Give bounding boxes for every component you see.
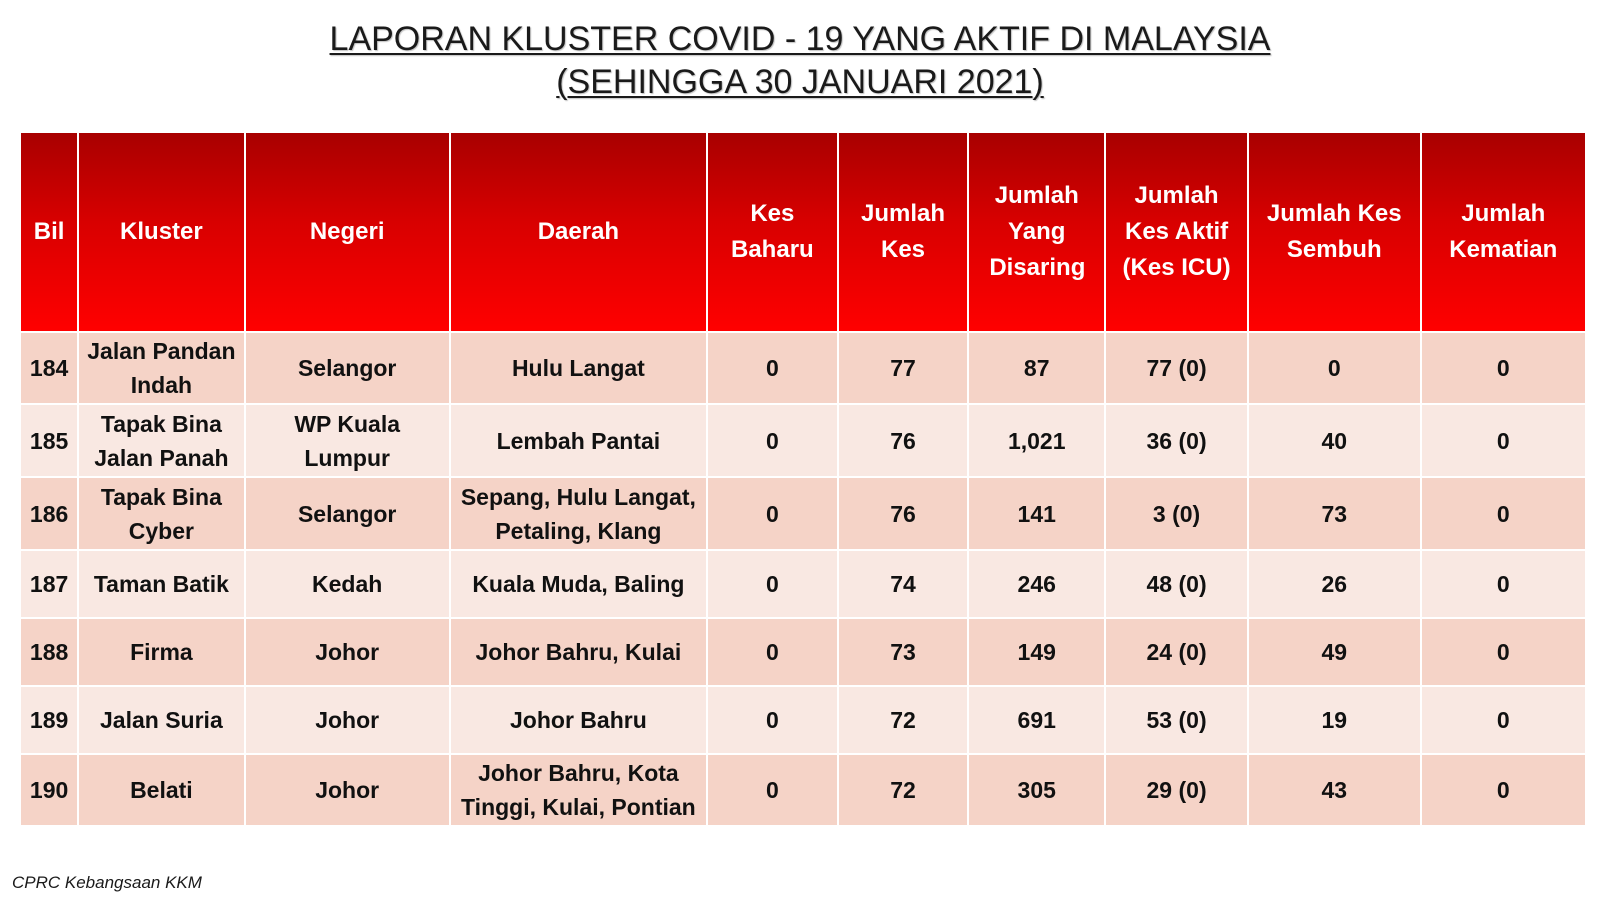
cell-kes-baharu: 0 [707, 477, 838, 550]
cell-kes-baharu: 0 [707, 686, 838, 754]
cell-jumlah-aktif: 48 (0) [1105, 550, 1248, 618]
header-jumlah-kematian: Jumlah Kematian [1421, 132, 1586, 332]
cell-negeri: Kedah [245, 550, 450, 618]
cell-jumlah-sembuh: 26 [1248, 550, 1421, 618]
cell-kes-baharu: 0 [707, 332, 838, 404]
header-bil: Bil [20, 132, 78, 332]
cell-daerah: Johor Bahru, Kulai [450, 618, 707, 686]
cell-jumlah-aktif: 53 (0) [1105, 686, 1248, 754]
header-kluster: Kluster [78, 132, 244, 332]
cell-jumlah-kes: 77 [838, 332, 969, 404]
cell-bil: 184 [20, 332, 78, 404]
cell-bil: 189 [20, 686, 78, 754]
cell-kluster: Belati [78, 754, 244, 826]
cell-jumlah-sembuh: 49 [1248, 618, 1421, 686]
header-negeri: Negeri [245, 132, 450, 332]
cell-jumlah-kes: 76 [838, 477, 969, 550]
cell-bil: 190 [20, 754, 78, 826]
cell-jumlah-kes: 72 [838, 754, 969, 826]
cell-kes-baharu: 0 [707, 618, 838, 686]
table-body [20, 332, 1586, 826]
cell-jumlah-sembuh: 43 [1248, 754, 1421, 826]
cell-daerah: Sepang, Hulu Langat, Petaling, Klang [450, 477, 707, 550]
cell-negeri: Selangor [245, 332, 450, 404]
cell-negeri: Johor [245, 618, 450, 686]
cell-daerah: Johor Bahru [450, 686, 707, 754]
title-line-2: (SEHINGGA 30 JANUARI 2021) [556, 63, 1044, 101]
cell-negeri: Johor [245, 754, 450, 826]
cell-negeri: Selangor [245, 477, 450, 550]
cell-jumlah-kes: 76 [838, 404, 969, 477]
header-row [20, 132, 1586, 332]
cell-jumlah-sembuh: 73 [1248, 477, 1421, 550]
cell-jumlah-disaring: 691 [968, 686, 1105, 754]
cell-jumlah-kematian: 0 [1421, 550, 1586, 618]
cell-jumlah-disaring: 149 [968, 618, 1105, 686]
source-footer: CPRC Kebangsaan KKM [12, 873, 202, 892]
report-title [0, 18, 1600, 104]
cell-jumlah-aktif: 36 (0) [1105, 404, 1248, 477]
cluster-table [19, 131, 1587, 827]
cell-bil: 186 [20, 477, 78, 550]
cell-daerah: Kuala Muda, Baling [450, 550, 707, 618]
table-row [20, 550, 1586, 618]
cell-kluster: Tapak Bina Jalan Panah [78, 404, 244, 477]
cell-jumlah-kematian: 0 [1421, 686, 1586, 754]
cell-jumlah-sembuh: 19 [1248, 686, 1421, 754]
table-row [20, 754, 1586, 826]
cell-kluster: Jalan Suria [78, 686, 244, 754]
cell-jumlah-disaring: 305 [968, 754, 1105, 826]
cell-jumlah-kematian: 0 [1421, 332, 1586, 404]
cell-jumlah-kes: 72 [838, 686, 969, 754]
cell-jumlah-aktif: 24 (0) [1105, 618, 1248, 686]
title-line-1: LAPORAN KLUSTER COVID - 19 YANG AKTIF DI MALAYSIA [329, 20, 1271, 58]
cell-negeri: Johor [245, 686, 450, 754]
cell-kes-baharu: 0 [707, 404, 838, 477]
cell-bil: 187 [20, 550, 78, 618]
table-row [20, 477, 1586, 550]
table-row [20, 618, 1586, 686]
cell-jumlah-kematian: 0 [1421, 404, 1586, 477]
cell-jumlah-disaring: 1,021 [968, 404, 1105, 477]
header-jumlah-kes: Jumlah Kes [838, 132, 969, 332]
cell-daerah: Hulu Langat [450, 332, 707, 404]
cell-daerah: Lembah Pantai [450, 404, 707, 477]
cell-bil: 188 [20, 618, 78, 686]
cell-daerah: Johor Bahru, Kota Tinggi, Kulai, Pontian [450, 754, 707, 826]
cell-jumlah-sembuh: 0 [1248, 332, 1421, 404]
cell-jumlah-kes: 73 [838, 618, 969, 686]
cell-kluster: Firma [78, 618, 244, 686]
cell-kluster: Taman Batik [78, 550, 244, 618]
header-daerah: Daerah [450, 132, 707, 332]
cell-jumlah-disaring: 141 [968, 477, 1105, 550]
cell-kes-baharu: 0 [707, 754, 838, 826]
cell-kluster: Jalan Pandan Indah [78, 332, 244, 404]
cell-kluster: Tapak Bina Cyber [78, 477, 244, 550]
cell-jumlah-aktif: 3 (0) [1105, 477, 1248, 550]
table-row [20, 686, 1586, 754]
cell-bil: 185 [20, 404, 78, 477]
cell-jumlah-kematian: 0 [1421, 477, 1586, 550]
cell-jumlah-aktif: 77 (0) [1105, 332, 1248, 404]
table-row [20, 404, 1586, 477]
cell-jumlah-disaring: 87 [968, 332, 1105, 404]
cell-jumlah-kes: 74 [838, 550, 969, 618]
cell-jumlah-kematian: 0 [1421, 754, 1586, 826]
cell-jumlah-kematian: 0 [1421, 618, 1586, 686]
cell-jumlah-aktif: 29 (0) [1105, 754, 1248, 826]
cell-kes-baharu: 0 [707, 550, 838, 618]
header-jumlah-disaring: Jumlah Yang Disaring [968, 132, 1105, 332]
cell-jumlah-disaring: 246 [968, 550, 1105, 618]
header-jumlah-aktif: Jumlah Kes Aktif (Kes ICU) [1105, 132, 1248, 332]
header-kes-baharu: Kes Baharu [707, 132, 838, 332]
cell-jumlah-sembuh: 40 [1248, 404, 1421, 477]
header-jumlah-sembuh: Jumlah Kes Sembuh [1248, 132, 1421, 332]
table-row [20, 332, 1586, 404]
cell-negeri: WP Kuala Lumpur [245, 404, 450, 477]
